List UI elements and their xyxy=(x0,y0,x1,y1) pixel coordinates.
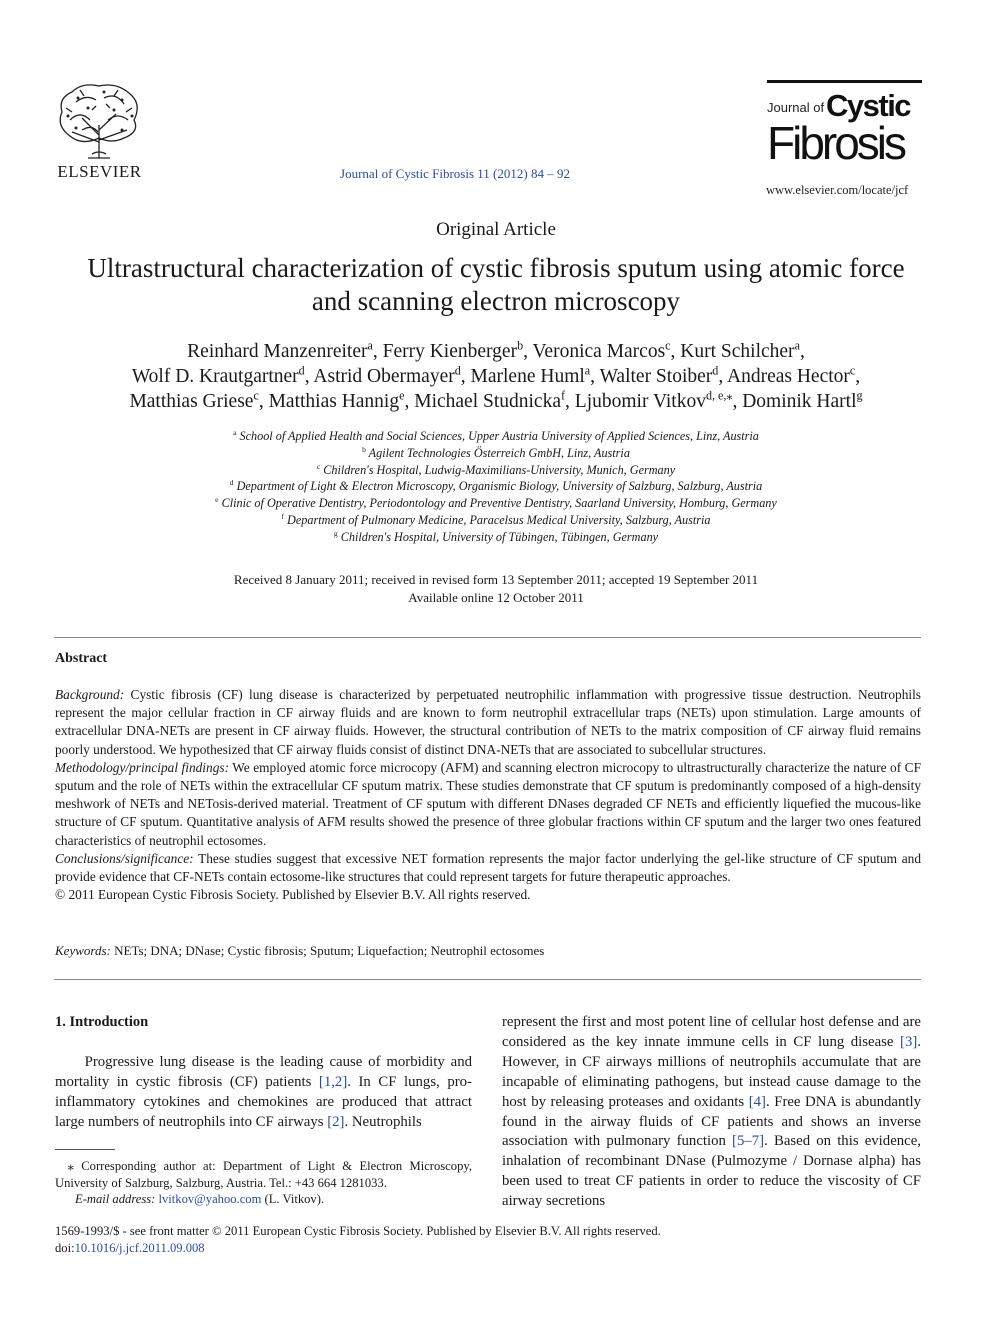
email-suffix: (L. Vitkov). xyxy=(261,1192,325,1207)
author-name[interactable]: Dominik Hartl xyxy=(742,391,857,412)
author-name[interactable]: Andreas Hector xyxy=(727,366,850,387)
author-name[interactable]: Ferry Kienberger xyxy=(382,341,518,362)
journal-logo-line1: Journal of xyxy=(767,100,825,115)
citation-link[interactable]: [1,2] xyxy=(318,1073,348,1090)
author-name[interactable]: Astrid Obermayer xyxy=(313,366,455,387)
affiliation-marker: c xyxy=(665,338,671,353)
background-text: Cystic fibrosis (CF) lung disease is characterized by perpetuated neutrophilic inflammation with progressive tissue destruction. Neutrophils represent the major cellular fraction in CF airway fluids and are known to form neutrophil extracellular traps (NETs) upon stimulation. Large amounts of extracellular DNA-NETs are present in CF airway fluids. However, the structural contribution of NETs to the matrix composition of CF airway fluid remains poorly understood. We hypothesized that CF airway fluids consist of distinct DNA-NETs that are associated to subcellular structures. xyxy=(55,687,921,757)
affiliation-text: School of Applied Health and Social Sciences, Upper Austria University of Applied Sciences, Linz, Austria xyxy=(239,429,759,443)
divider-top xyxy=(54,637,921,638)
affiliation-text: Department of Light & Electron Microscopy, Organismic Biology, University of Salzburg, Salzburg, Austria xyxy=(236,479,763,494)
email-link[interactable]: lvitkov@yahoo.com xyxy=(158,1192,262,1207)
affiliation-letter: c xyxy=(316,461,321,471)
author-line: Reinhard Manzenreiter$^a$, Ferry Kienberger$^b$, Veronica Marcos$^c$, Kurt Schilcher$^a$, xyxy=(187,338,805,362)
abstract-heading: Abstract xyxy=(55,651,108,666)
citation-link[interactable]: [3] xyxy=(900,1033,918,1050)
affiliation-text: Children's Hospital, University of Tübingen, Tübingen, Germany xyxy=(340,529,659,544)
affiliation-marker: d xyxy=(298,363,305,378)
title-line-1: Ultrastructural characterization of cystic fibrosis sputum using atomic force xyxy=(87,253,905,283)
conclusions-text: These studies suggest that excessive NET formation represents the major factor underlying the gel-like structure of CF sputum and provide evidence that CF-NETs contain ectosome-like structures that could represent targets for future therapeutic approaches. xyxy=(55,850,921,885)
abstract-background xyxy=(55,686,921,759)
front-matter-note: 1569-1993/$ - see front matter © 2011 European Cystic Fibrosis Society. Published by Elsevier B.V. All rights reserved. xyxy=(55,1224,661,1238)
journal-url[interactable]: www.elsevier.com/locate/jcf xyxy=(766,183,909,197)
affiliation-marker: c xyxy=(253,388,259,403)
article-dates xyxy=(40,571,952,606)
affiliation-list xyxy=(40,428,952,546)
author-name[interactable]: Walter Stoiber xyxy=(599,366,713,387)
author-name[interactable]: Matthias Hannig xyxy=(268,391,400,412)
affiliation-letter: d xyxy=(229,478,234,488)
journal-logo-line3: Fibrosis xyxy=(767,117,905,169)
received-dates: Received 8 January 2011; received in revised form 13 September 2011; accepted 19 September 2011 xyxy=(233,572,759,587)
author-name[interactable]: Marlene Huml xyxy=(470,366,585,387)
affiliation-marker: f xyxy=(561,388,566,403)
affiliation-marker: a xyxy=(584,363,591,378)
abstract-methods xyxy=(55,759,921,850)
author-name[interactable]: Kurt Schilcher xyxy=(680,341,795,362)
journal-logo-line2: Cystic xyxy=(826,88,911,123)
affiliation-text: Children's Hospital, Ludwig-Maximilians-University, Munich, Germany xyxy=(323,462,676,477)
author-name[interactable]: Reinhard Manzenreiter xyxy=(187,341,368,362)
affiliation-letter: b xyxy=(362,444,366,454)
affiliation-marker: d, e,⁎ xyxy=(705,388,733,403)
author-list xyxy=(40,339,952,414)
abstract-conclusions xyxy=(55,850,921,886)
keywords-label: Keywords: xyxy=(55,943,111,958)
intro-left-column xyxy=(55,1053,472,1133)
affiliation-letter: g xyxy=(333,528,338,538)
author-name[interactable]: Wolf D. Krautgartner xyxy=(131,366,299,387)
keywords xyxy=(55,943,921,959)
methods-text: We employed atomic force microcopy (AFM) and scanning electron microcopy to ultrastructurally characterize the nature of CF sputum and the role of NETs within the extracellular CF sputum matrix. These studies demonstrate that CF sputum is predominantly composed of a high-density meshwork of NETs and NETosis-derived material. Treatment of CF sputum with different DNases degraded CF NETs and efficiently liquefied the mucous-like structure of CF sputum. Quantitative analysis of AFM results showed the presence of three globular fractions within CF sputum and the larger two ones featured characteristics of neutrophil ectosomes. xyxy=(55,759,921,848)
author-line: Wolf D. Krautgartner$^d$, Astrid Obermayer$^d$, Marlene Huml$^a$, Walter Stoiber$^d$, Andreas Hector$^c$, xyxy=(131,363,861,387)
affiliation-marker: a xyxy=(367,338,373,353)
footnote-divider xyxy=(55,1149,115,1150)
available-online-date: Available online 12 October 2011 xyxy=(408,589,584,605)
abstract-copyright: © 2011 European Cystic Fibrosis Society. Published by Elsevier B.V. All rights reserved. xyxy=(55,887,531,903)
affiliation-item xyxy=(40,445,952,462)
author-line: Matthias Griese$^c$, Matthias Hannig$^e$, Michael Studnicka$^f$, Ljubomir Vitkov$^{d, e,⁎}$, Dominik Hartl$^g$ xyxy=(129,388,863,412)
affiliation-item xyxy=(40,529,952,546)
conclusions-label: Conclusions/significance: xyxy=(55,850,194,866)
affiliation-letter: f xyxy=(281,511,284,521)
journal-logo xyxy=(765,80,925,172)
corresponding-author-footnote xyxy=(55,1158,472,1208)
author-name[interactable]: Ljubomir Vitkov xyxy=(574,391,706,412)
citation-link[interactable]: [5–7] xyxy=(732,1133,765,1150)
email-line xyxy=(55,1191,472,1208)
section-heading-introduction: 1. Introduction xyxy=(55,1014,149,1030)
affiliation-marker: e xyxy=(399,388,405,403)
affiliation-text: Agilent Technologies Österreich GmbH, Linz, Austria xyxy=(368,445,630,460)
affiliation-marker: c xyxy=(849,363,856,378)
doi-label: doi: xyxy=(55,1240,75,1255)
affiliation-marker: a xyxy=(794,338,800,353)
citation-link[interactable]: [4] xyxy=(748,1093,766,1110)
affiliation-item xyxy=(40,462,952,479)
doi-line xyxy=(55,1240,921,1257)
page-footer xyxy=(55,1223,921,1256)
affiliation-text: Clinic of Operative Dentistry, Periodontology and Preventive Dentistry, Saarland University, Homburg, Germany xyxy=(221,496,777,511)
affiliation-item xyxy=(40,478,952,495)
author-name[interactable]: Michael Studnicka xyxy=(414,391,561,412)
article-type: Original Article xyxy=(436,219,556,240)
corresponding-author: ⁎ Corresponding author at: Department of Light & Electron Microscopy, University of Salzburg, Salzburg, Austria. Tel.: +43 664 1281033. xyxy=(55,1159,472,1190)
affiliation-item xyxy=(40,512,952,529)
email-label: E-mail address: xyxy=(75,1192,156,1207)
affiliation-item xyxy=(40,495,952,512)
elsevier-logo xyxy=(52,80,147,182)
abstract-body xyxy=(55,686,921,904)
title-line-2: and scanning electron microscopy xyxy=(311,286,681,316)
affiliation-marker: b xyxy=(517,338,524,353)
intro-paragraph-1: Progressive lung disease is the leading cause of morbidity and mortality in cystic fibrosis (CF) patients [1,2]. In CF lungs, pro-inflammatory cytokines and chemokines are produced that attract large numbers of neutrophils into CF airways [2]. Neutrophils xyxy=(55,1054,472,1130)
citation-link[interactable]: [2] xyxy=(327,1113,345,1130)
affiliation-marker: d xyxy=(712,363,719,378)
author-name[interactable]: Matthias Griese xyxy=(129,391,254,412)
affiliation-letter: a xyxy=(233,427,237,437)
affiliation-marker: g xyxy=(856,388,863,403)
background-label: Background: xyxy=(55,687,125,702)
journal-citation[interactable]: Journal of Cystic Fibrosis 11 (2012) 84 – 92 xyxy=(340,166,570,181)
intro-right-column xyxy=(502,1013,921,1212)
methods-label: Methodology/principal findings: xyxy=(55,759,229,775)
affiliation-text: Department of Pulmonary Medicine, Paracelsus Medical University, Salzburg, Austria xyxy=(287,512,711,527)
doi-link[interactable]: 10.1016/j.jcf.2011.09.008 xyxy=(74,1240,205,1255)
intro-paragraph-1-continued: represent the first and most potent line of cellular host defense and are considered as the key innate immune cells in CF lung disease [3]. However, in CF airways millions of neutrophils accumulate that are incapable of eliminating pathogens, but instead cause damage to the host by releasing proteases and oxidants [4]. Free DNA is abundantly found in the airway fluids of CF patients and shows an inverse association with pulmonary function [5–7]. Based on this evidence, inhalation of recombinant DNase (Pulmozyme / Dornase alpha) has been used to treat CF patients in order to reduce the viscosity of CF airway secretions xyxy=(502,1014,921,1210)
affiliation-marker: d xyxy=(454,363,461,378)
affiliation-item xyxy=(40,428,952,445)
article-title xyxy=(40,252,952,318)
keywords-text: NETs; DNA; DNase; Cystic fibrosis; Sputum; Liquefaction; Neutrophil ectosomes xyxy=(110,943,545,958)
elsevier-wordmark: ELSEVIER xyxy=(57,162,142,181)
divider-bottom xyxy=(54,979,921,980)
author-name[interactable]: Veronica Marcos xyxy=(532,341,666,362)
affiliation-letter: e xyxy=(215,495,219,505)
